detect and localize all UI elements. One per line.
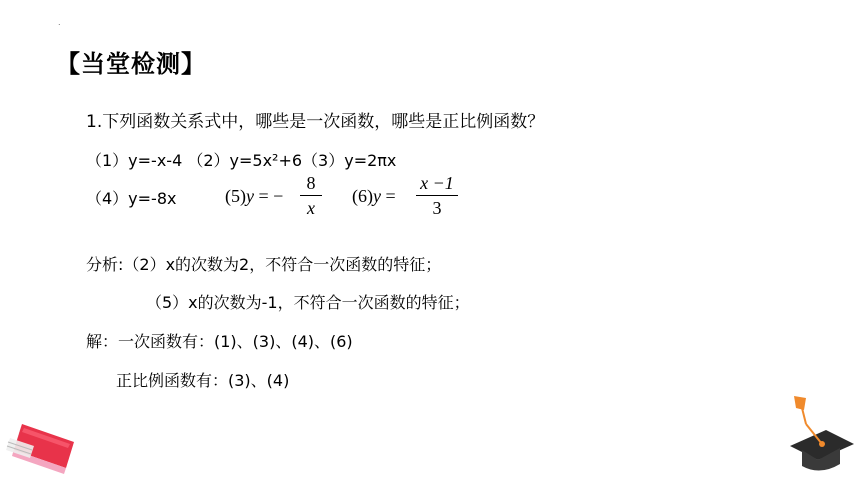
answer-line-2: 正比例函数有：(3)、(4) <box>116 371 290 390</box>
item-5-prefix: (5) <box>225 186 246 206</box>
fraction-bar <box>300 195 322 196</box>
function-list-row-1: （1）y=-x-4 （2）y=5x²+6（3）y=2πx <box>86 151 397 170</box>
book-icon <box>4 418 84 478</box>
decor-dot: . <box>58 18 61 27</box>
item-6-eq: = <box>385 186 396 206</box>
function-item-6-label <box>352 186 396 207</box>
item-5-numerator: 8 <box>306 173 316 193</box>
fraction-bar <box>416 195 458 196</box>
item-6-denominator: 3 <box>432 198 442 218</box>
question-text: 1.下列函数关系式中，哪些是一次函数，哪些是正比例函数？ <box>86 112 545 132</box>
function-item-4: （4）y=-8x <box>86 189 177 208</box>
function-item-6-fraction <box>416 172 458 219</box>
analysis-line-1: 分析:（2）x的次数为2，不符合一次函数的特征； <box>86 255 442 274</box>
section-heading: 【当堂检测】 <box>56 50 206 78</box>
analysis-line-2: （5）x的次数为-1，不符合一次函数的特征； <box>146 293 470 312</box>
item-6-var: y <box>373 186 381 206</box>
item-5-var: y <box>246 186 254 206</box>
graduation-cap-icon <box>786 394 856 478</box>
function-item-5-fraction <box>300 172 322 219</box>
function-item-5-label <box>225 186 283 207</box>
item-5-denominator: x <box>307 198 315 218</box>
item-5-eq: = − <box>258 186 284 206</box>
item-6-numerator: x −1 <box>420 173 454 193</box>
item-6-prefix: (6) <box>352 186 373 206</box>
answer-line-1: 解：一次函数有：(1)、(3)、(4)、(6) <box>86 332 353 351</box>
